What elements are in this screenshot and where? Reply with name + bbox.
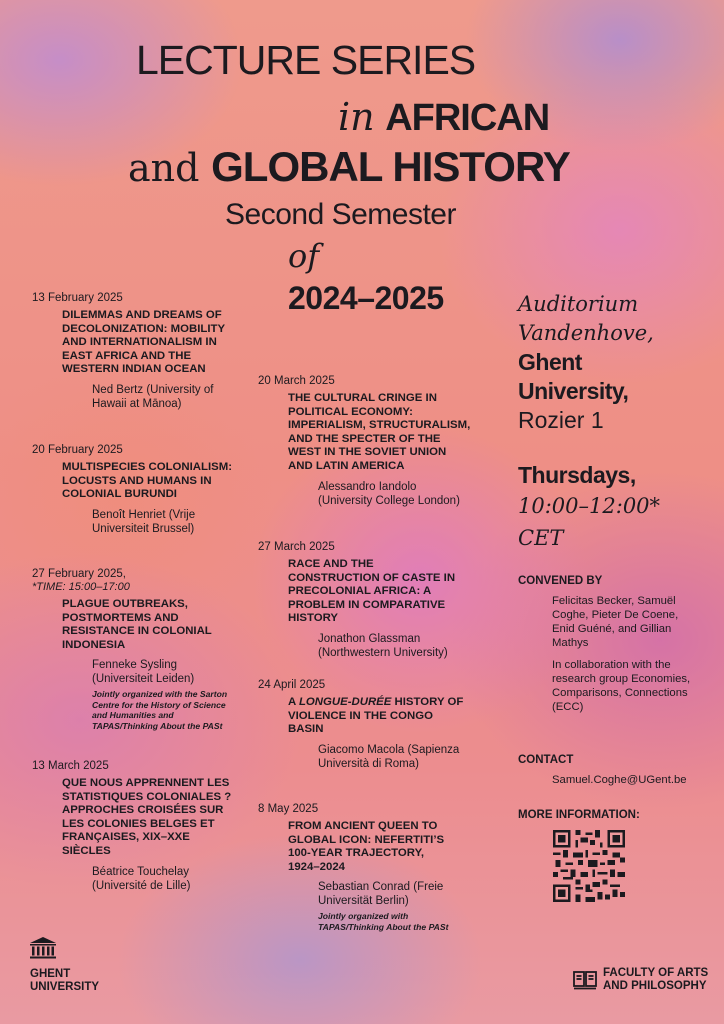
title-in-african bbox=[338, 95, 550, 139]
lecture-note: Jointly organized with TAPAS/Thinking About the PASt bbox=[318, 911, 449, 932]
venue-line5: Rozier 1 bbox=[518, 407, 604, 433]
ghent-university-logo[interactable] bbox=[30, 937, 99, 994]
lecture-item bbox=[258, 802, 458, 932]
lecture-title: PLAGUE OUTBREAKS, POSTMORTEMS AND RESISTANCE IN COLONIAL INDONESIA bbox=[62, 598, 212, 651]
title-lecture-series: LECTURE SERIES bbox=[136, 37, 476, 83]
lecture-speaker: Sebastian Conrad (Freie Universität Berlin) bbox=[318, 881, 444, 908]
lecture-speaker: Jonathon Glassman (Northwestern University) bbox=[318, 632, 448, 659]
contact-section bbox=[518, 753, 718, 787]
venue-line2: Vandenhove, bbox=[518, 321, 654, 345]
lecture-title: FROM ANCIENT QUEEN TO GLOBAL ICON: NEFERTITI’S 100-YEAR TRAJECTORY, 1924–2024 bbox=[288, 820, 445, 873]
title-global: GLOBAL HISTORY bbox=[211, 143, 570, 190]
lecture-time: *TIME: 15:00–17:00 bbox=[32, 581, 130, 593]
faculty-logo-line2: AND PHILOSOPHY bbox=[603, 980, 707, 992]
title-and: and bbox=[128, 146, 200, 190]
faculty-logo-line1: FACULTY OF ARTS bbox=[603, 967, 709, 979]
lecture-item bbox=[258, 678, 468, 771]
lecture-item bbox=[32, 443, 232, 536]
convened-section bbox=[518, 574, 703, 714]
university-building-icon bbox=[30, 937, 56, 959]
lecture-speaker: Ned Bertz (University of Hawaii at Mānoa) bbox=[92, 383, 214, 410]
subtitle-year: 2024–2025 bbox=[288, 280, 444, 316]
title-in: in bbox=[338, 95, 375, 139]
open-book-icon bbox=[573, 970, 597, 990]
schedule-day: Thursdays, bbox=[518, 462, 636, 488]
lecture-date: 24 April 2025 bbox=[258, 679, 326, 691]
lecture-title-pre: A bbox=[288, 696, 299, 708]
lecture-title: QUE NOUS APPRENNENT LES STATISTIQUES COLONIALES ? APPROCHES CROISÉES SUR LES COLONIES BELGES ET FRANÇAISES, XIX–XXE SIÈCLES bbox=[62, 777, 232, 857]
lecture-date: 27 March 2025 bbox=[258, 541, 335, 553]
lecture-date: 20 March 2025 bbox=[258, 375, 335, 387]
lecture-item bbox=[32, 759, 232, 893]
faculty-logo[interactable] bbox=[573, 967, 708, 993]
lecture-title: RACE AND THE CONSTRUCTION OF CASTE IN PRECOLONIAL AFRICA: A PROBLEM IN COMPARATIVE HISTORY bbox=[288, 558, 456, 625]
contact-email[interactable]: Samuel.Coghe@UGent.be bbox=[552, 774, 687, 786]
lecture-date: 20 February 2025 bbox=[32, 444, 123, 456]
lecture-date: 27 February 2025, bbox=[32, 568, 126, 580]
venue-line4: University, bbox=[518, 378, 629, 404]
title-african: AFRICAN bbox=[385, 97, 550, 139]
lecture-speaker: Benoît Henriet (Vrije Universiteit Brussel) bbox=[92, 508, 196, 535]
convened-label: CONVENED BY bbox=[518, 575, 603, 587]
qr-code-icon[interactable] bbox=[553, 830, 625, 902]
subtitle-of: of bbox=[288, 237, 320, 275]
lecture-item bbox=[32, 567, 232, 731]
lecture-note: Jointly organized with the Sarton Centre for the History of Science and Humanities and TAPAS/Thinking About the PASt bbox=[92, 689, 228, 731]
venue bbox=[518, 290, 718, 435]
lecture-date: 8 May 2025 bbox=[258, 803, 319, 815]
ghent-logo-line2: UNIVERSITY bbox=[30, 981, 100, 993]
subtitle-second-semester: Second Semester bbox=[225, 198, 456, 231]
schedule-time: 10:00–12:00* bbox=[518, 494, 661, 518]
lecture-title-italic: LONGUE-DURÉE bbox=[298, 696, 392, 708]
lecture-item bbox=[258, 540, 458, 660]
lecture-title-post: HISTORY OF VIOLENCE IN THE CONGO BASIN bbox=[288, 696, 464, 736]
lecture-title bbox=[288, 696, 468, 737]
ghent-logo-line1: GHENT bbox=[30, 968, 71, 980]
more-info-section bbox=[518, 808, 718, 822]
venue-line3: Ghent bbox=[518, 349, 582, 375]
lecture-item bbox=[258, 374, 473, 508]
title-global-history bbox=[128, 143, 570, 190]
convened-collab: In collaboration with the research group Economies, Comparisons, Connections (ECC) bbox=[552, 659, 691, 713]
lecture-title: THE CULTURAL CRINGE IN POLITICAL ECONOMY: IMPERIALISM, STRUCTURALISM, AND THE SPECTER OF THE WEST IN THE SOVIET UNION AND LATIN AMERICA bbox=[288, 392, 471, 472]
convened-names: Felicitas Becker, Samuël Coghe, Pieter De Coene, Enid Guéné, and Gillian Mathys bbox=[552, 595, 679, 649]
contact-label: CONTACT bbox=[518, 754, 574, 766]
lecture-speaker: Giacomo Macola (Sapienza Università di Roma) bbox=[318, 743, 460, 770]
schedule bbox=[518, 460, 718, 554]
lecture-item bbox=[32, 291, 242, 411]
lecture-title: DILEMMAS AND DREAMS OF DECOLONIZATION: MOBILITY AND INTERNATIONALISM IN EAST AFRICA AND THE WESTERN INDIAN OCEAN bbox=[62, 309, 225, 376]
lecture-speaker: Fenneke Sysling (Universiteit Leiden) bbox=[92, 659, 195, 686]
venue-line1: Auditorium bbox=[518, 292, 639, 316]
lecture-date: 13 February 2025 bbox=[32, 292, 123, 304]
lecture-title: MULTISPECIES COLONIALISM: LOCUSTS AND HUMANS IN COLONIAL BURUNDI bbox=[62, 461, 233, 501]
lecture-speaker: Alessandro Iandolo (University College London) bbox=[318, 480, 460, 507]
lecture-date: 13 March 2025 bbox=[32, 760, 109, 772]
more-info-label: MORE INFORMATION: bbox=[518, 809, 640, 821]
schedule-zone: CET bbox=[518, 526, 564, 550]
lecture-speaker: Béatrice Touchelay (Université de Lille) bbox=[92, 865, 191, 892]
